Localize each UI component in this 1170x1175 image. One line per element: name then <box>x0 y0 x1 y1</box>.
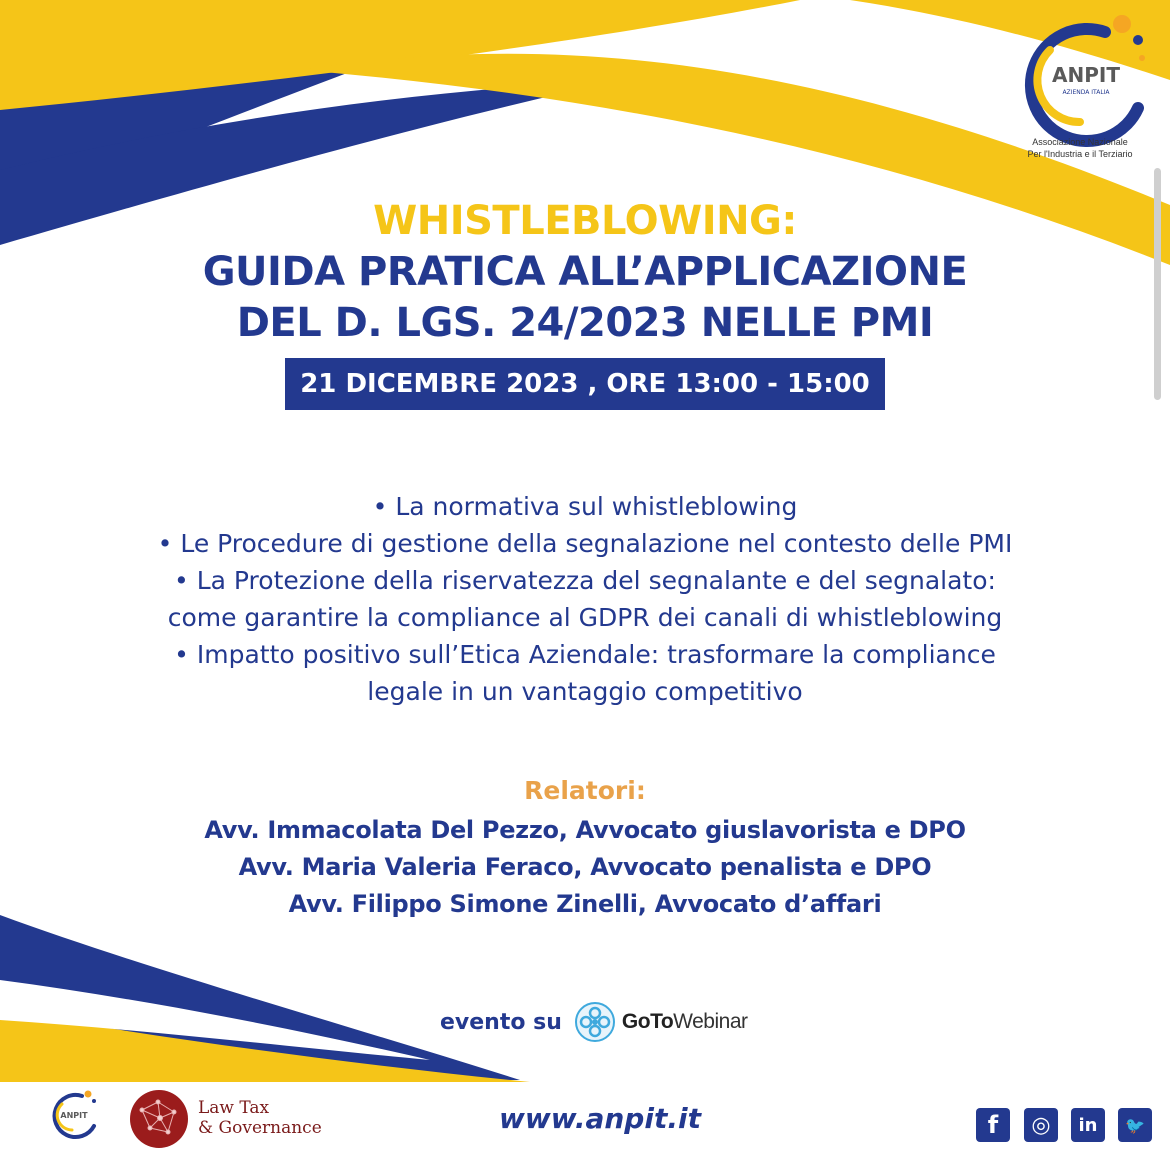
speaker-item: Avv. Maria Valeria Feraco, Avvocato penalista e DPO <box>238 853 932 881</box>
date-time-banner: 21 DICEMBRE 2023 , ORE 13:00 - 15:00 <box>285 358 885 410</box>
topic-line: • La Protezione della riservatezza del segnalante e del segnalato: <box>174 566 996 595</box>
gotowebinar-icon <box>574 1001 616 1043</box>
relatori-heading: Relatori: <box>524 776 646 805</box>
anpit-small-logo <box>46 1088 102 1144</box>
event-platform-row <box>440 998 748 1046</box>
gotowebinar-wordmark: GoToWebinar <box>621 1010 748 1033</box>
facebook-icon[interactable]: f <box>976 1108 1010 1142</box>
website-link[interactable]: www.anpit.it <box>499 1102 701 1135</box>
topics-list <box>60 488 1110 710</box>
linkedin-icon[interactable]: in <box>1071 1108 1105 1142</box>
title-line-2: GUIDA PRATICA ALL’APPLICAZIONE <box>202 249 968 295</box>
speaker-item: Avv. Filippo Simone Zinelli, Avvocato d’affari <box>288 890 882 918</box>
twitter-icon[interactable]: 🐦 <box>1118 1108 1152 1142</box>
speakers-list <box>40 812 1130 923</box>
title-line-3: DEL D. LGS. 24/2023 NELLE PMI <box>236 300 934 346</box>
topic-line: • Impatto positivo sull’Etica Aziendale: trasformare la compliance <box>174 640 996 669</box>
speaker-item: Avv. Immacolata Del Pezzo, Avvocato giuslavorista e DPO <box>204 816 966 844</box>
topic-line: come garantire la compliance al GDPR dei canali di whistleblowing <box>167 603 1003 632</box>
svg-text:AZIENDA ITALIA: AZIENDA ITALIA <box>1062 89 1110 96</box>
law-tax-governance-text: Law Tax & Governance <box>198 1098 322 1138</box>
event-label: evento su <box>440 1009 562 1035</box>
svg-text:ANPIT: ANPIT <box>60 1111 88 1120</box>
scrollbar-thumb[interactable] <box>1154 168 1161 400</box>
topic-line: • La normativa sul whistleblowing <box>372 492 798 521</box>
logo-caption: Associazione Nazionale Per l'Industria e il Terziario <box>1027 137 1133 159</box>
topic-line: legale in un vantaggio competitivo <box>367 677 803 706</box>
svg-text:ANPIT: ANPIT <box>1052 63 1120 87</box>
instagram-icon[interactable]: ◎ <box>1024 1108 1058 1142</box>
title-line-1: WHISTLEBLOWING: <box>373 198 797 244</box>
law-tax-governance-logo <box>128 1088 190 1150</box>
topic-line: • Le Procedure di gestione della segnalazione nel contesto delle PMI <box>157 529 1013 558</box>
